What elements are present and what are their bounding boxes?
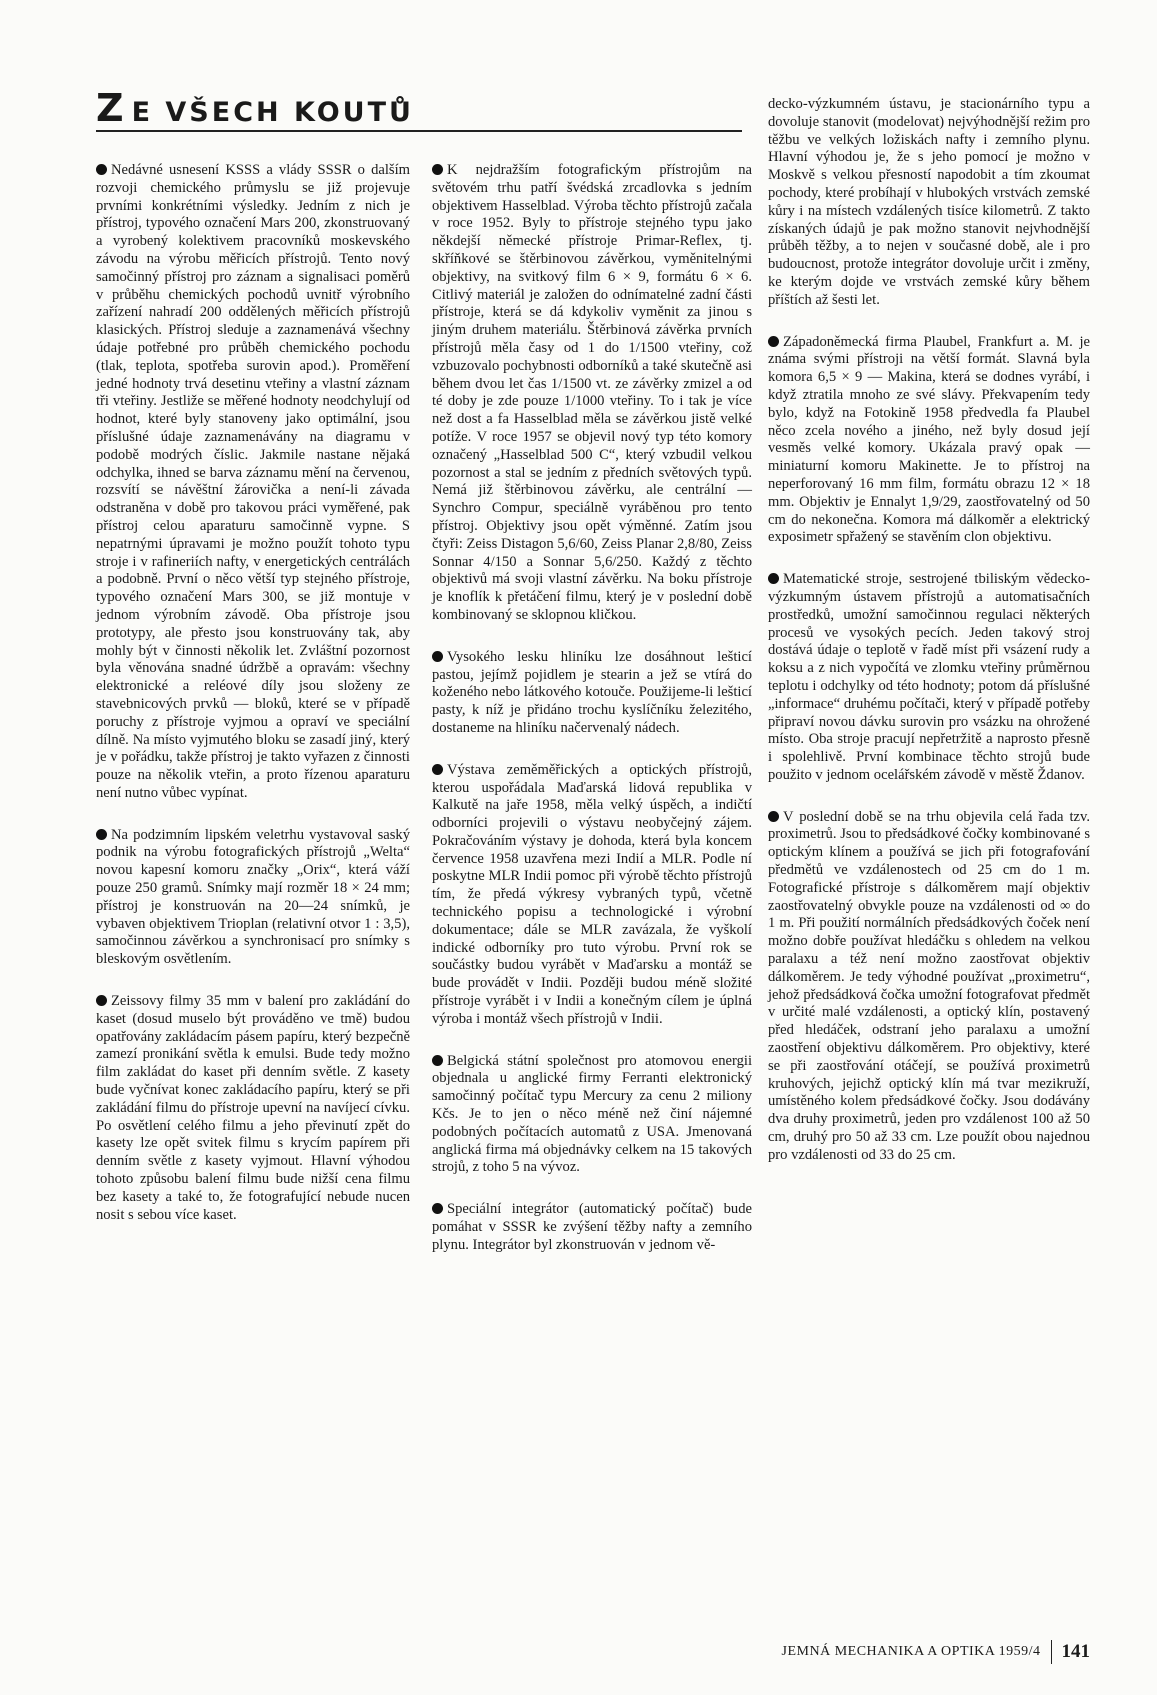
bullet-icon: [768, 336, 779, 347]
bullet-icon: [432, 1203, 443, 1214]
column-left: [96, 162, 410, 1224]
bullet-icon: [96, 164, 107, 175]
column-right: [768, 96, 1090, 1165]
bullet-icon: [96, 995, 107, 1006]
article-text: Výstava zeměměřických a optických přístrojů, kterou uspořádala Maďarská lidová republika v Kalkutě na jaře 1958, měla velký úspěch, a indičtí odborníci projevili o výstavu neobyčejný zájem. Pokračováním výstavy je dohoda, která byla koncem července 1958 uzavřena mezi Indií a MLR. Podle ní poskytne MLR Indii pomoc při výrobě těchto přístrojů tím, že předá výkresy vybraných typů, včetně technického popisu a technologické i výrobní dokumentace; dále se MLR zavázala, že vyškolí indické odborníky pro tuto výrobu. První rok se součástky budou vyrábět v Maďarsku a montáž se bude provádět v Indii. Později budou méně složité přístroje vyrábět i v Indii a konečným cílem je úplná výroba i montáž všech přístrojů v Indii.: [432, 761, 752, 1027]
article-text: Vysokého lesku hliníku lze dosáhnout lešticí pastou, jejímž pojidlem je stearin a jež se vtírá do koženého nebo látkového kotouče. Použijeme-li lešticí pasty, k níž je přidáno trochu kyslíčníku železitého, dostaneme na hliníku načervenalý nádech.: [432, 648, 752, 736]
article-text: K nejdražším fotografickým přístrojům na světovém trhu patří švédská zrcadlovka s jedním objektivem Hasselblad. Výroba těchto přístrojů začala v roce 1952. Byly to přístroje stejného typu jako někdejší německé přístroje Primar-Reflex, tj. skříňkové se štěrbinovou závěrkou, vyměnitelnými objektivy, na svitkový film 6 × 9, formátu 6 × 6. Citlivý materiál je založen do odnímatelné zadní části přístroje, která se dá kdykoliv vyměnit za jinou s jiným druhem materiálu. Štěrbinová závěrka prvních přístrojů měla časy od 1 do 1/1500 vteřiny, což vzbuzovalo pochybnosti odborníků a také skutečně asi během dvou let čas 1/1500 vt. ze závěrky zmizel a od té doby je zde pouze 1/1000 vteřiny. To i tak je více než dost a fa Hasselblad měla se závěrkou jistě velké potíže. V roce 1957 se objevil nový typ této komory označený „Hasselblad 500 C“, který vzbudil velkou pozornost a stal se jedním z předních světových typů. Nemá již štěrbinovou závěrku, ale centrální — Synchro Compur, speciálně vyráběnou pro tento přístroj. Objektivy jsou opět výměnné. Zatím jsou čtyři: Zeiss Distagon 5,6/60, Zeiss Planar 2,8/80, Zeiss Sonnar 4/150 a Sonnar 5,6/250. Každý z těchto objektivů má svoji vlastní závěrku. Na boku přístroje je knoflík k přetáčení filmu, který je v poslední době kombinovaný se sklopnou kličkou.: [432, 162, 752, 623]
page-footer: [750, 1640, 1090, 1664]
article-orix-camera: [96, 827, 410, 969]
journal-name: JEMNÁ MECHANIKA A OPTIKA 1959/4: [781, 1644, 1041, 1659]
article-mathematical-machines: [768, 571, 1090, 785]
article-plaubel-makinette: [768, 334, 1090, 548]
bullet-icon: [96, 829, 107, 840]
article-integrator-continued: [768, 96, 1090, 310]
bullet-icon: [432, 164, 443, 175]
article-text: decko-výzkumném ústavu, je stacionárního typu a dovoluje stanovit (modelovat) nejvýhodnější režim pro těžbu ve velkých ložiskách nafty i zemního plynu. Hlavní výhodou je, že s jeho pomocí je možno v Moskvě s velkou přesností napodobit a tím zkoumat pochody, které probíhají v hlubokých vrstvách zemské kůry i na místech vzdálených tisíce kilometrů. Z takto získaných údajů je pak možno stanovit nejvhodnější průběh těžby, a to nejen v současné době, ale i pro budoucnost, protože integrátor dovoluje určit i změny, ke kterým dojde ve vrstvách zemské kůry během příštích až šesti let.: [768, 96, 1090, 308]
heading-rule: [96, 130, 742, 132]
article-text: Západoněmecká firma Plaubel, Frankfurt a. M. je známa svými přístroji na větší formát. Slavná byla komora 6,5 × 9 — Makina, která se dodnes vyrábí, i když ztratila mnoho ze své slávy. Překvapením tedy bylo, když na Fotokině 1958 předvedla fa Plaubel něco zcela nového a jiného, než byly dosud její vesměs velké komory. Ukázala pravý opak — miniaturní komoru Makinette. Je to přístroj na neperforovaný 16 mm film, formátu obrazu 12 × 18 mm. Objektiv je Ennalyt 1,9/29, zaostřovatelný od 50 cm do nekonečna. Komora má dálkoměr a elektrický exposimetr spřažený se stavěním clon objektivu.: [768, 333, 1090, 546]
article-text: Na podzimním lipském veletrhu vystavoval saský podnik na výrobu fotografických přístrojů „Welta“ novou kapesní komoru značky „Orix“, která váží pouze 250 gramů. Snímky mají rozměr 18 × 24 mm; přístroj je konstruován na 20—24 snímků, je vybaven objektivem Trioplan (relativní otvor 1 : 3,5), samočinnou závěrkou a synchronisací pro snímky s bleskovým osvětlením.: [96, 826, 410, 968]
article-text: Matematické stroje, sestrojené tbiliským vědecko-výzkumným ústavem přístrojů a automatisačních prostředků, umožní samočinnou regulaci některých procesů ve vysokých pecích. Jeden takový stroj dostává údaje o teplotě v řadě míst při vsázení rudy a koksu a z nich vypočítá ve zlomku vteřiny průměrnou teplotu i odchylky od této hodnoty; potom dá příslušné „informace“ druhému počítači, který v případě potřeby připraví novou dávku surovin pro vsázku na ohrožené místo. Oba stroje pracují nepřetržitě a naprosto přesně i spolehlivě. První kombinace těchto strojů bude použito v jednom ocelářském závodě v městě Ždanov.: [768, 571, 1090, 783]
article-ferranti-mercury: [432, 1053, 752, 1178]
bullet-icon: [432, 651, 443, 662]
article-text: V poslední době se na trhu objevila celá řada tzv. proximetrů. Jsou to předsádkové čočky kombinované s optickým klínem a používá se jich při fotografování předmětů ve vzdálenostech od 25 cm do 1 m. Fotografické přístroje s dálkoměrem mají objektiv zaostřovatelný obvykle pouze na vzdálenosti od ∞ do 1 m. Při použití normálních předsádkových čoček není možno dobře používat hledáčku s ohledem na velkou paralaxu a též není možno zaostřovat objektiv dálkoměrem. Je tedy výhodné používat „proximetru“, jehož předsádková čočka umožní fotografovat předmět v určité malé vzdálenosti, a optický klín, postavený před hledáček, odstraní jeho paralaxu a umožní zaostření objektivu dálkoměrem. Pro objektivy, které se při zaostřování otáčejí, se používá proximetrů kruhových, jejichž optický klín má tvar mezikruží, umístěného kolem předsádkové čočky. Jsou dodávány dva druhy proximetrů, jeden pro vzdálenost 100 až 50 cm, druhý pro 50 až 33 cm. Lze použít obou najednou pro vzdálenosti od 33 do 25 cm.: [768, 808, 1090, 1163]
footer-divider: [1051, 1640, 1052, 1664]
heading-initial: Z: [96, 86, 126, 130]
heading-rest: E VŠECH KOUTŮ: [131, 97, 414, 128]
article-text: Nedávné usnesení KSSS a vlády SSSR o dalším rozvoji chemického průmyslu se již projevuje prvními konkrétními výsledky. Jedním z nich je přístroj, typového označení Mars 200, zkonstruovaný a vyrobený kolektivem pracovníků moskevského závodu na výrobu měřicích přístrojů. Tento nový samočinný přístroj pro záznam a signalisaci poměrů v průběhu chemických pochodů uvnitř výrobního zařízení nahradí 200 oddělených měřicích přístrojů klasických. Přístroj sleduje a zaznamenává všechny údaje potřebné pro průběh chemického pochodu (tlak, teplota, spotřeba surovin apod.). Proměření jedné hodnoty trvá desetinu vteřiny a vlastní záznam tři vteřiny. Jestliže se měřené hodnoty neodchylují od hodnot, které byly stanoveny jako optimální, jsou příslušné údaje zaznamenávány na diagramu v podobě modrých číslic. Jakmile nastane nějaká odchylka, ihned se barva záznamu mění na červenou, rozsvítí se návěštní žárovička a není-li závada odstraněna v době pro takovou práci vyměřené, pak přístroj celou aparaturu samočinně vypne. S nepatrnými úpravami je možno použít tohoto typu stroje i v rafineriích nafty, v energetických centrálách a podobně. První o něco větší typ stejného přístroje, typového označení Mars 300, se již montuje v jednom výrobním závodě. Oba přístroje jsou prototypy, ale přesto jsou konstruovány tak, aby mohly být v činnosti několik let. Zvláštní pozornost byla věnována snadné údržbě a opravám: všechny elektronické a reléové díly jsou složeny ze stavebnicových prvků — bloků, které se v případě poruchy z přístroje vyjmou a opraví ve speciální dílně. Na místo vyjmutého bloku se zasadí jiný, který je v pořádku, takže přístroj je takto vyřazen z činnosti pouze na několik vteřin, a proto řízenou aparaturu není nutno vůbec vypínat.: [96, 162, 410, 801]
article-text: Speciální integrátor (automatický počítač) bude pomáhat v SSSR ke zvýšení těžby nafty a zemního plynu. Integrátor byl zkonstruován v jednom vě-: [432, 1201, 752, 1253]
article-text: Zeissovy filmy 35 mm v balení pro zakládání do kaset (dosud muselo být prováděno ve tmě) budou opatřovány zakládacím pásem papíru, který bezpečně zamezí pronikání světla k emulsi. Bude tedy možno film zakládat do kaset při denním světle. Z kasety bude vyčnívat konec zakládacího papíru, který se při zakládání filmu do přístroje upevní na navíjecí cívku. Po osvětlení celého filmu a jeho převinutí zpět do kasety lze opět svitek filmu s krycím papírem při denním světle z kasety vyjmout. Hlavní výhodou tohoto způsobu balení filmu bude nižší cena filmu bez kasety a také to, že fotografující nebude nucen nosit s sebou více kaset.: [96, 993, 410, 1223]
article-exhibition-calcutta: [432, 762, 752, 1029]
page-number: 141: [1061, 1641, 1090, 1662]
bullet-icon: [768, 811, 779, 822]
column-middle: [432, 162, 752, 1255]
section-heading: [96, 86, 414, 130]
bullet-icon: [432, 764, 443, 775]
article-integrator: [432, 1201, 752, 1254]
article-text: Belgická státní společnost pro atomovou energii objednala u anglické firmy Ferranti elektronický samočinný počítač typu Mercury za cenu 2 miliony Kčs. Je to jen o něco méně než činí nájemné podobných počítacích automatů z USA. Jmenovaná anglická firma má objednávky celkem na 15 takových strojů, z toho 5 na vývoz.: [432, 1052, 752, 1176]
article-aluminium-polish: [432, 649, 752, 738]
bullet-icon: [768, 573, 779, 584]
bullet-icon: [432, 1055, 443, 1066]
article-measuring-instrument: [96, 162, 410, 803]
article-hasselblad: [432, 162, 752, 625]
article-zeiss-films: [96, 993, 410, 1224]
article-proximeters: [768, 809, 1090, 1165]
